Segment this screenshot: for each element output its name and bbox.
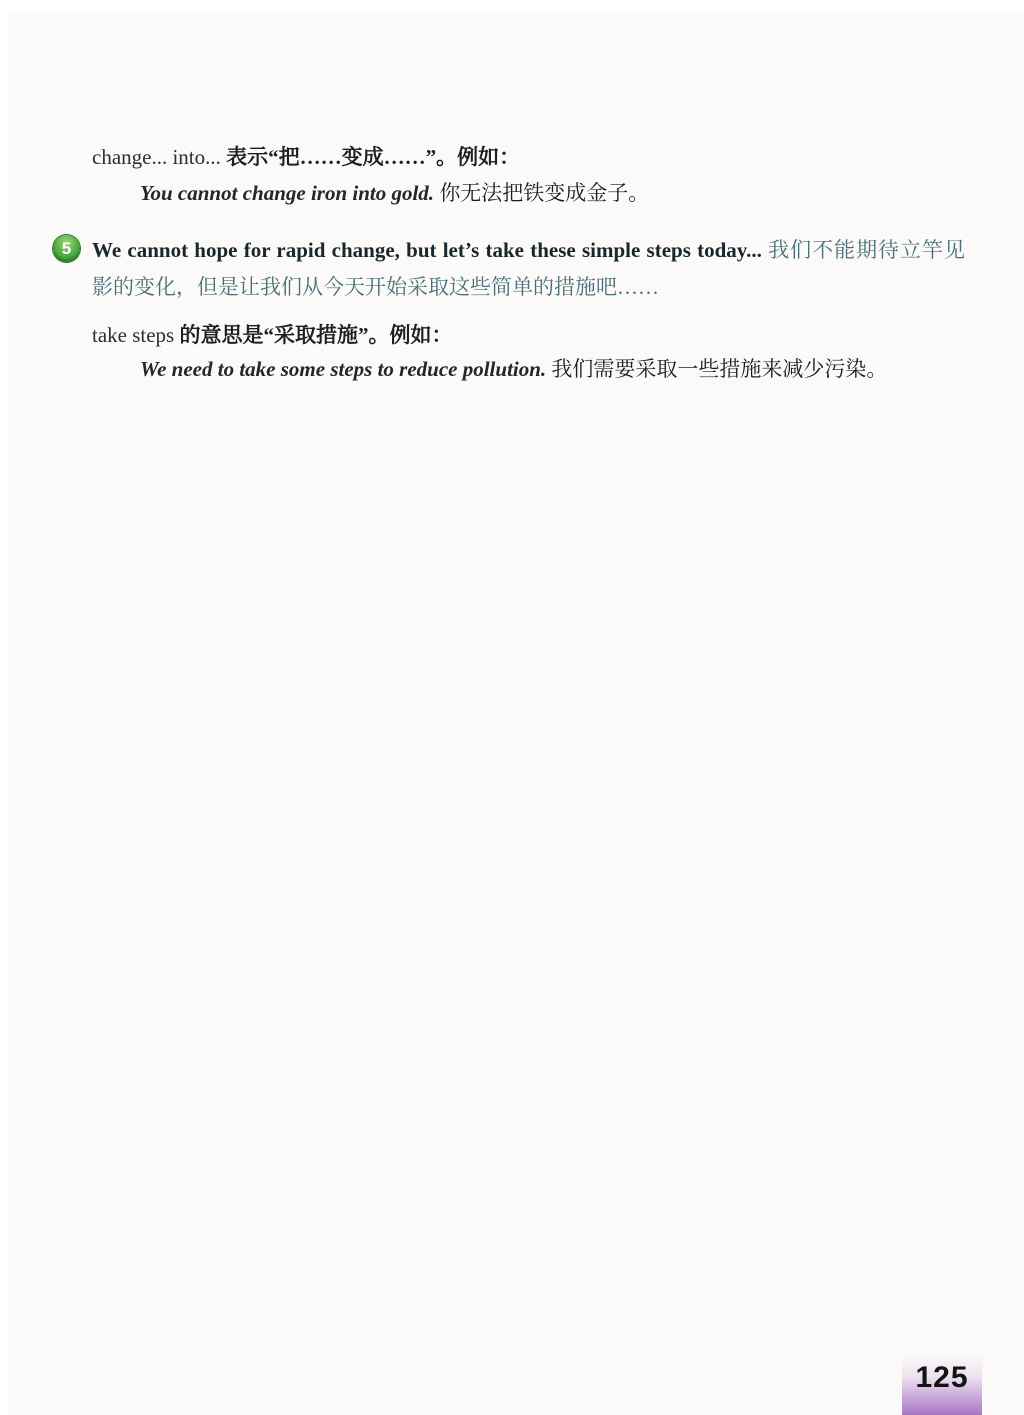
take-steps-explanation: 的意思是“采取措施”。例如： bbox=[179, 323, 453, 347]
textbook-page bbox=[8, 12, 1024, 1415]
item-5-number-badge: 5 bbox=[53, 235, 80, 262]
example-sentence-1 bbox=[140, 178, 649, 208]
example-1-english: You cannot change iron into gold. bbox=[140, 181, 435, 205]
example-sentence-2 bbox=[140, 354, 887, 384]
take-steps-phrase: take steps bbox=[92, 323, 175, 347]
item-5-english-sentence: We cannot hope for rapid change, but let’s take these simple steps today... bbox=[92, 238, 762, 262]
change-into-explanation: 表示“把……变成……”。例如： bbox=[226, 145, 521, 169]
take-steps-note bbox=[92, 320, 452, 350]
example-2-english: We need to take some steps to reduce pollution. bbox=[140, 357, 547, 381]
change-into-phrase: change... into... bbox=[92, 145, 221, 169]
item-5-text bbox=[53, 232, 965, 306]
page-number-badge bbox=[902, 1355, 982, 1415]
grammar-note-change-into bbox=[92, 142, 520, 172]
example-2-chinese: 我们需要采取一些措施来减少污染。 bbox=[551, 357, 888, 381]
page-number: 125 bbox=[915, 1361, 969, 1394]
note-item-5 bbox=[53, 232, 965, 306]
item-5-chinese-translation: 我们不能期待立竿见影的变化，但是让我们从今天开始采取这些简单的措施吧…… bbox=[92, 238, 966, 299]
example-1-chinese: 你无法把铁变成金子。 bbox=[439, 181, 650, 205]
